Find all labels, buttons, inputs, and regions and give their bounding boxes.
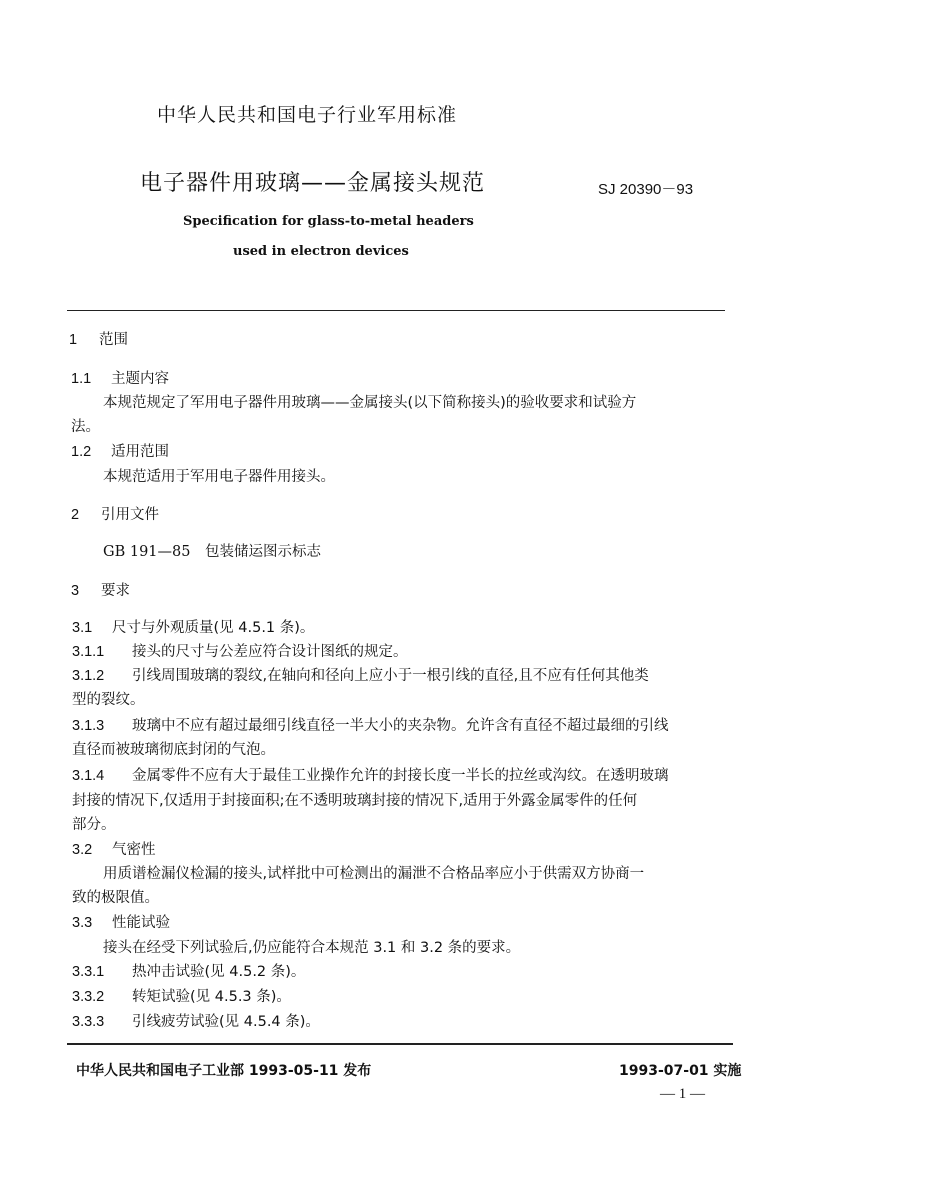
section-number: 1.2 <box>71 444 92 460</box>
section-number: 1.1 <box>71 371 92 387</box>
section-number: 3.2 <box>72 842 93 858</box>
section-number: 3.1 <box>72 620 93 636</box>
section-title: 要求 <box>101 583 130 599</box>
section-heading-3 <box>71 581 130 601</box>
paragraph-line: 法。 <box>71 419 100 435</box>
clause-text: 热冲击试验(见 4.5.2 条)。 <box>132 964 306 980</box>
section-title: 引用文件 <box>101 507 159 523</box>
english-title-line-1: Specification for glass-to-metal headers <box>183 214 474 229</box>
clause-number: 3.3.1 <box>72 964 105 980</box>
clause-3-3-1 <box>72 962 305 982</box>
clause-3-3-2 <box>72 987 291 1007</box>
section-title: 主题内容 <box>111 371 169 387</box>
effective-date: 1993-07-01 实施 <box>619 1063 742 1079</box>
english-title-line-2: used in electron devices <box>233 244 409 259</box>
document-title: 电子器件用玻璃——金属接头规范 <box>140 171 486 196</box>
section-title: 适用范围 <box>111 444 169 460</box>
paragraph-line: 本规范适用于军用电子器件用接头。 <box>103 469 335 485</box>
section-number: 3 <box>71 583 80 599</box>
paragraph-line: 致的极限值。 <box>72 890 159 906</box>
clause-3-1-1 <box>72 642 408 662</box>
footer-divider <box>67 1043 733 1045</box>
section-heading-2 <box>71 505 159 525</box>
clause-number: 3.3.2 <box>72 989 105 1005</box>
clause-number: 3.3.3 <box>72 1014 105 1030</box>
paragraph-line: 封接的情况下,仅适用于封接面积;在不透明玻璃封接的情况下,适用于外露金属零件的任何 <box>72 793 638 809</box>
clause-3-3-3 <box>72 1012 320 1032</box>
section-heading-1-1 <box>71 369 169 389</box>
clause-number: 3.1.2 <box>72 668 105 684</box>
standard-code: SJ 20390－93 <box>598 181 694 198</box>
page-number: — 1 — <box>660 1086 705 1102</box>
clause-3-1-4 <box>72 766 669 786</box>
clause-number: 3.1.1 <box>72 644 105 660</box>
clause-text: 玻璃中不应有超过最细引线直径一半大小的夹杂物。允许含有直径不超过最细的引线 <box>132 718 669 734</box>
section-number: 3.3 <box>72 915 93 931</box>
section-title: 尺寸与外观质量(见 4.5.1 条)。 <box>112 620 315 636</box>
clause-3-1-3 <box>72 716 669 736</box>
paragraph-line: 直径而被玻璃彻底封闭的气泡。 <box>72 742 275 758</box>
clause-number: 3.1.4 <box>72 768 105 784</box>
standard-category-title: 中华人民共和国电子行业军用标准 <box>157 104 458 126</box>
paragraph-line: 型的裂纹。 <box>72 692 145 708</box>
clause-text: 转矩试验(见 4.5.3 条)。 <box>132 989 291 1005</box>
clause-text: 金属零件不应有大于最佳工业操作允许的封接长度一半长的拉丝或沟纹。在透明玻璃 <box>132 768 669 784</box>
paragraph-line: 本规范规定了军用电子器件用玻璃——金属接头(以下简称接头)的验收要求和试验方 <box>103 395 637 411</box>
reference-document: GB 191—85 包装储运图示标志 <box>103 544 321 560</box>
clause-text: 引线周围玻璃的裂纹,在轴向和径向上应小于一根引线的直径,且不应有任何其他类 <box>132 668 649 684</box>
section-heading-1-2 <box>71 442 169 462</box>
paragraph-line: 用质谱检漏仪检漏的接头,试样批中可检测出的漏泄不合格品率应小于供需双方协商一 <box>103 866 645 882</box>
issue-statement: 中华人民共和国电子工业部 1993-05-11 发布 <box>76 1063 372 1079</box>
section-heading-3-3 <box>72 913 170 933</box>
section-title: 性能试验 <box>112 915 170 931</box>
section-title: 气密性 <box>112 842 156 858</box>
section-heading-1 <box>69 330 128 350</box>
paragraph-line: 部分。 <box>72 817 116 833</box>
header-divider <box>67 310 725 311</box>
section-number: 2 <box>71 507 80 523</box>
clause-text: 接头的尺寸与公差应符合设计图纸的规定。 <box>132 644 408 660</box>
clause-text: 引线疲劳试验(见 4.5.4 条)。 <box>132 1014 320 1030</box>
section-number: 1 <box>69 332 78 348</box>
section-title: 范围 <box>99 332 128 348</box>
clause-number: 3.1.3 <box>72 718 105 734</box>
section-heading-3-1 <box>72 618 314 638</box>
section-heading-3-2 <box>72 840 156 860</box>
paragraph-line: 接头在经受下列试验后,仍应能符合本规范 3.1 和 3.2 条的要求。 <box>103 940 521 956</box>
clause-3-1-2 <box>72 666 649 686</box>
